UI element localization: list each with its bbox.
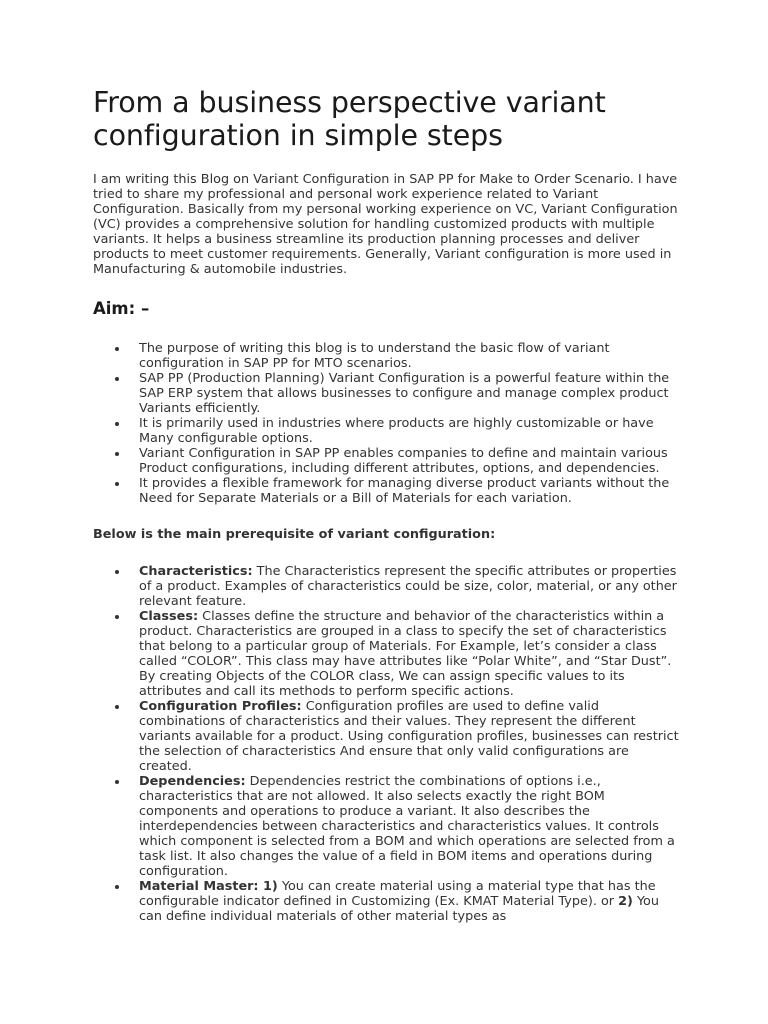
aim-heading: Aim: – [93, 299, 150, 318]
list-item [93, 879, 683, 924]
prerequisite-list [93, 564, 683, 924]
term-description-continued: You can define individual materials of other material types as [139, 894, 659, 924]
list-item [93, 341, 683, 371]
list-item [93, 446, 683, 476]
list-item-text: Variant Configuration in SAP PP enables companies to define and maintain various Product configurations, including different attributes, options, and dependencies. [139, 446, 668, 476]
term-label: Material Master: [139, 879, 259, 894]
list-item [93, 609, 683, 699]
term-label: Configuration Profiles: [139, 699, 302, 714]
bullet-icon [115, 609, 125, 619]
list-item-text: The purpose of writing this blog is to understand the basic flow of variant configuration in SAP PP for MTO scenarios. [139, 341, 610, 371]
list-item [93, 699, 683, 774]
list-item-text: It provides a flexible framework for managing diverse product variants without the Need for Separate Materials or a Bill of Materials for each variation. [139, 476, 670, 506]
term-label: Characteristics: [139, 564, 253, 579]
term-label: Classes: [139, 609, 199, 624]
bullet-icon [115, 699, 125, 709]
list-item-text: It is primarily used in industries where products are highly customizable or have Many configurable options. [139, 416, 654, 446]
step-marker: 1) [258, 879, 278, 894]
bullet-icon [115, 416, 125, 426]
bullet-icon [115, 446, 125, 456]
step-marker: 2) [618, 894, 633, 909]
term-description: The Characteristics represent the specific attributes or properties of a product. Examples of characteristics could be size, color, material, or any other relevant feature. [139, 564, 677, 609]
prerequisite-heading: Below is the main prerequisite of variant configuration: [93, 527, 496, 542]
list-item-text: SAP PP (Production Planning) Variant Configuration is a powerful feature within the SAP ERP system that allows businesses to configure and manage complex product Variants efficiently. [139, 371, 670, 416]
bullet-icon [115, 476, 125, 486]
bullet-icon [115, 371, 125, 381]
term-label: Dependencies: [139, 774, 246, 789]
term-description: Classes define the structure and behavior of the characteristics within a product. Characteristics are grouped in a class to specify the set of characteristics that belong to a particular group of Materials. For Example, let’s consider a class called “COLOR”. This class may have attributes like “Polar White”, and “Star Dust”. By creating Objects of the COLOR class, We can assign specific values to its attributes and call its methods to perform specific actions. [139, 609, 672, 699]
intro-paragraph: I am writing this Blog on Variant Configuration in SAP PP for Make to Order Scenario. I have tried to share my professional and personal work experience related to Variant Configuration. Basically from my personal working experience on VC, Variant Configuration (VC) provides a comprehensive solution for handling customized products with multiple variants. It helps a business streamline its production planning processes and deliver products to meet customer requirements. Generally, Variant configuration is more used in Manufacturing & automobile industries. [93, 172, 678, 277]
document-page [93, 86, 683, 924]
bullet-icon [115, 879, 125, 889]
term-description: Dependencies restrict the combinations of options i.e., characteristics that are not allowed. It also selects exactly the right BOM components and operations to produce a variant. It also describes the interdependencies between characteristics and characteristics values. It controls which component is selected from a BOM and which operations are selected from a task list. It also changes the value of a field in BOM items and operations during configuration. [139, 774, 675, 879]
list-item [93, 371, 683, 416]
aim-list [93, 341, 683, 506]
list-item [93, 564, 683, 609]
bullet-icon [115, 564, 125, 574]
term-description: Configuration profiles are used to define valid combinations of characteristics and their values. They represent the different variants available for a product. Using configuration profiles, businesses can restrict the selection of characteristics And ensure that only valid configurations are created. [139, 699, 679, 774]
list-item [93, 774, 683, 879]
term-description: You can create material using a material type that has the configurable indicator defined in Customizing (Ex. KMAT Material Type). or [139, 879, 656, 909]
bullet-icon [115, 341, 125, 351]
page-title: From a business perspective variant configuration in simple steps [93, 86, 606, 152]
list-item [93, 476, 683, 506]
list-item [93, 416, 683, 446]
bullet-icon [115, 774, 125, 784]
